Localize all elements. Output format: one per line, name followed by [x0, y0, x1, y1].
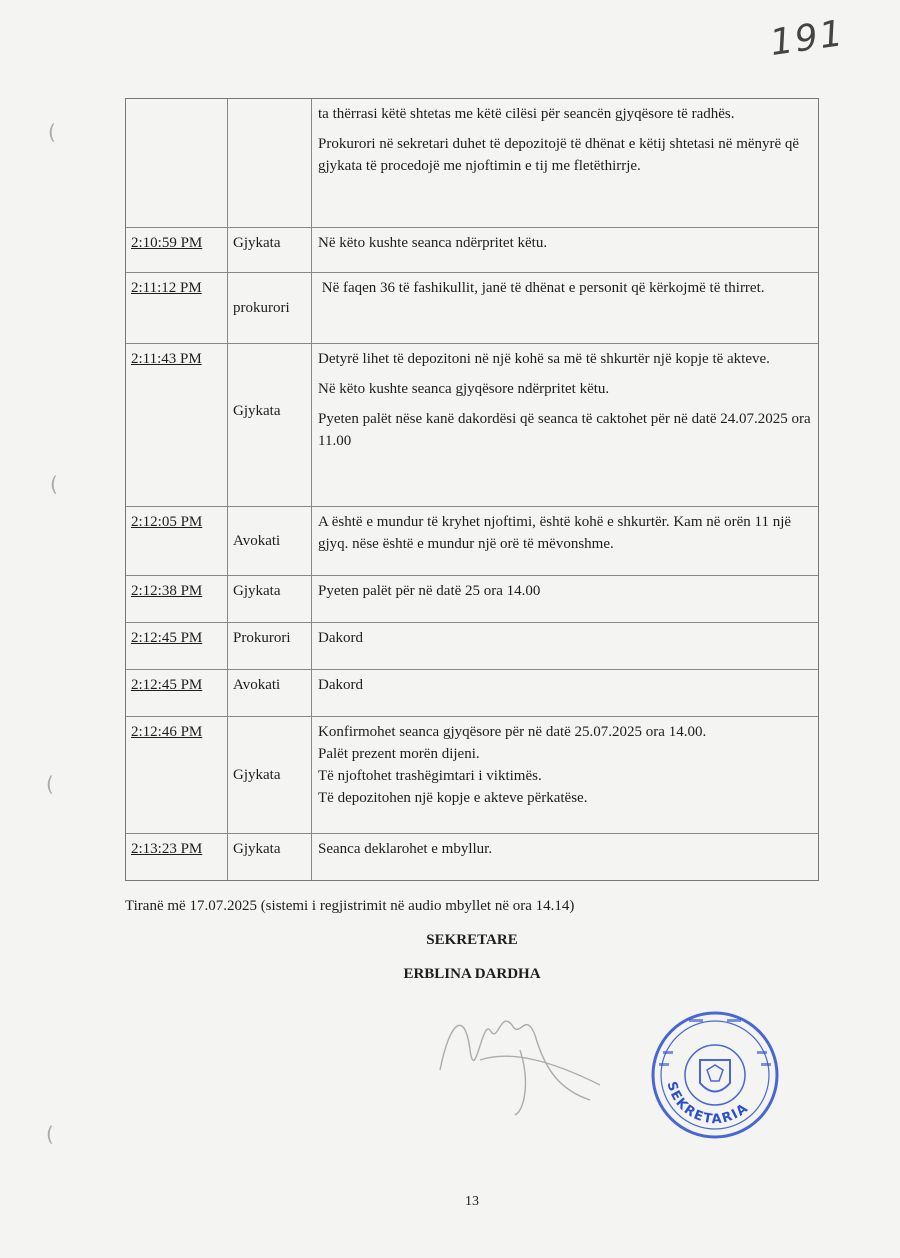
speaker-cell: Gjykata [228, 228, 312, 272]
time-cell: 2:10:59 PM [126, 228, 228, 272]
table-row [126, 227, 818, 272]
margin-mark: ( [50, 472, 58, 496]
table-row [126, 833, 818, 880]
table-row [126, 716, 818, 833]
closing-note: Tiranë më 17.07.2025 (sistemi i regjistrimit në audio mbyllet në ora 14.14) [125, 898, 575, 914]
statement-paragraph: Prokurori në sekretari duhet të depozitojë të dhënat e këtij shtetasi në mënyrë që gjykata të procedojë me njoftimin e tij me fletëthirrje. [318, 136, 800, 174]
margin-mark: ( [48, 120, 56, 144]
speaker-cell: Gjykata [228, 834, 312, 880]
time-cell: 2:13:23 PM [126, 834, 228, 880]
statement-paragraph: A është e mundur të kryhet njoftimi, është kohë e shkurtër. Kam në orën 11 një gjyq. nëse është e mundur një orë të mëvonshme. [318, 514, 792, 552]
handwritten-page-number: 191 [767, 13, 848, 64]
statement-cell [312, 717, 818, 833]
statement-paragraph: ta thërrasi këtë shtetas me këtë cilësi për seancën gjyqësore të radhës. [318, 106, 735, 122]
time-cell: 2:12:46 PM [126, 717, 228, 833]
statement-cell [312, 507, 818, 575]
statement-cell [312, 273, 818, 343]
table-row [126, 272, 818, 343]
statement-paragraph: Dakord [318, 630, 363, 646]
table-row [126, 506, 818, 575]
table-row [126, 343, 818, 506]
speaker-cell: Gjykata [228, 717, 312, 833]
statement-paragraph: Seanca deklarohet e mbyllur. [318, 841, 493, 857]
time-cell [126, 99, 228, 227]
speaker-cell: prokurori [228, 273, 312, 343]
speaker-cell [228, 99, 312, 227]
statement-paragraph: Në faqen 36 të fashikullit, janë të dhënat e personit që kërkojmë të thirret. [318, 280, 765, 296]
speaker-cell: Prokurori [228, 623, 312, 669]
speaker-cell: Avokati [228, 670, 312, 716]
statement-cell [312, 99, 818, 227]
official-stamp [645, 1005, 785, 1145]
statement-paragraph: Pyeten palët për në datë 25 ora 14.00 [318, 583, 541, 599]
statement-cell [312, 228, 818, 272]
time-cell: 2:12:45 PM [126, 670, 228, 716]
statement-cell [312, 834, 818, 880]
speaker-cell: Avokati [228, 507, 312, 575]
statement-paragraph: Detyrë lihet të depozitoni në një kohë sa më të shkurtër një kopje të akteve. [318, 351, 770, 367]
page-number: 13 [465, 1194, 479, 1209]
statement-cell [312, 344, 818, 506]
table-row [126, 622, 818, 669]
handwritten-signature [420, 990, 620, 1120]
margin-mark: ( [46, 772, 54, 796]
table-row [126, 669, 818, 716]
statement-paragraph: Dakord [318, 677, 363, 693]
statement-cell [312, 576, 818, 622]
time-cell: 2:12:45 PM [126, 623, 228, 669]
statement-line: Palët prezent morën dijeni. [318, 746, 480, 762]
stamp-text: SEKRETARIA [663, 1079, 752, 1128]
time-cell: 2:12:05 PM [126, 507, 228, 575]
margin-mark: ( [46, 1122, 54, 1146]
statement-line: Të depozitohen një kopje e akteve përkatëse. [318, 790, 588, 806]
time-cell: 2:12:38 PM [126, 576, 228, 622]
statement-cell [312, 623, 818, 669]
transcript-table [125, 98, 819, 881]
signatory-name: ERBLINA DARDHA [403, 966, 541, 982]
time-cell: 2:11:12 PM [126, 273, 228, 343]
signatory-role: SEKRETARE [426, 932, 518, 948]
time-cell: 2:11:43 PM [126, 344, 228, 506]
speaker-cell: Gjykata [228, 576, 312, 622]
statement-line: Konfirmohet seanca gjyqësore për në datë 25.07.2025 ora 14.00. [318, 724, 707, 740]
statement-cell [312, 670, 818, 716]
statement-paragraph: Pyeten palët nëse kanë dakordësi që seanca të caktohet për në datë 24.07.2025 ora 11.00 [318, 411, 811, 449]
table-row [126, 575, 818, 622]
speaker-cell: Gjykata [228, 344, 312, 506]
statement-line: Të njoftohet trashëgimtari i viktimës. [318, 768, 542, 784]
statement-paragraph: Në këto kushte seanca ndërpritet këtu. [318, 235, 548, 251]
table-row [126, 99, 818, 227]
statement-paragraph: Në këto kushte seanca gjyqësore ndërpritet këtu. [318, 381, 610, 397]
